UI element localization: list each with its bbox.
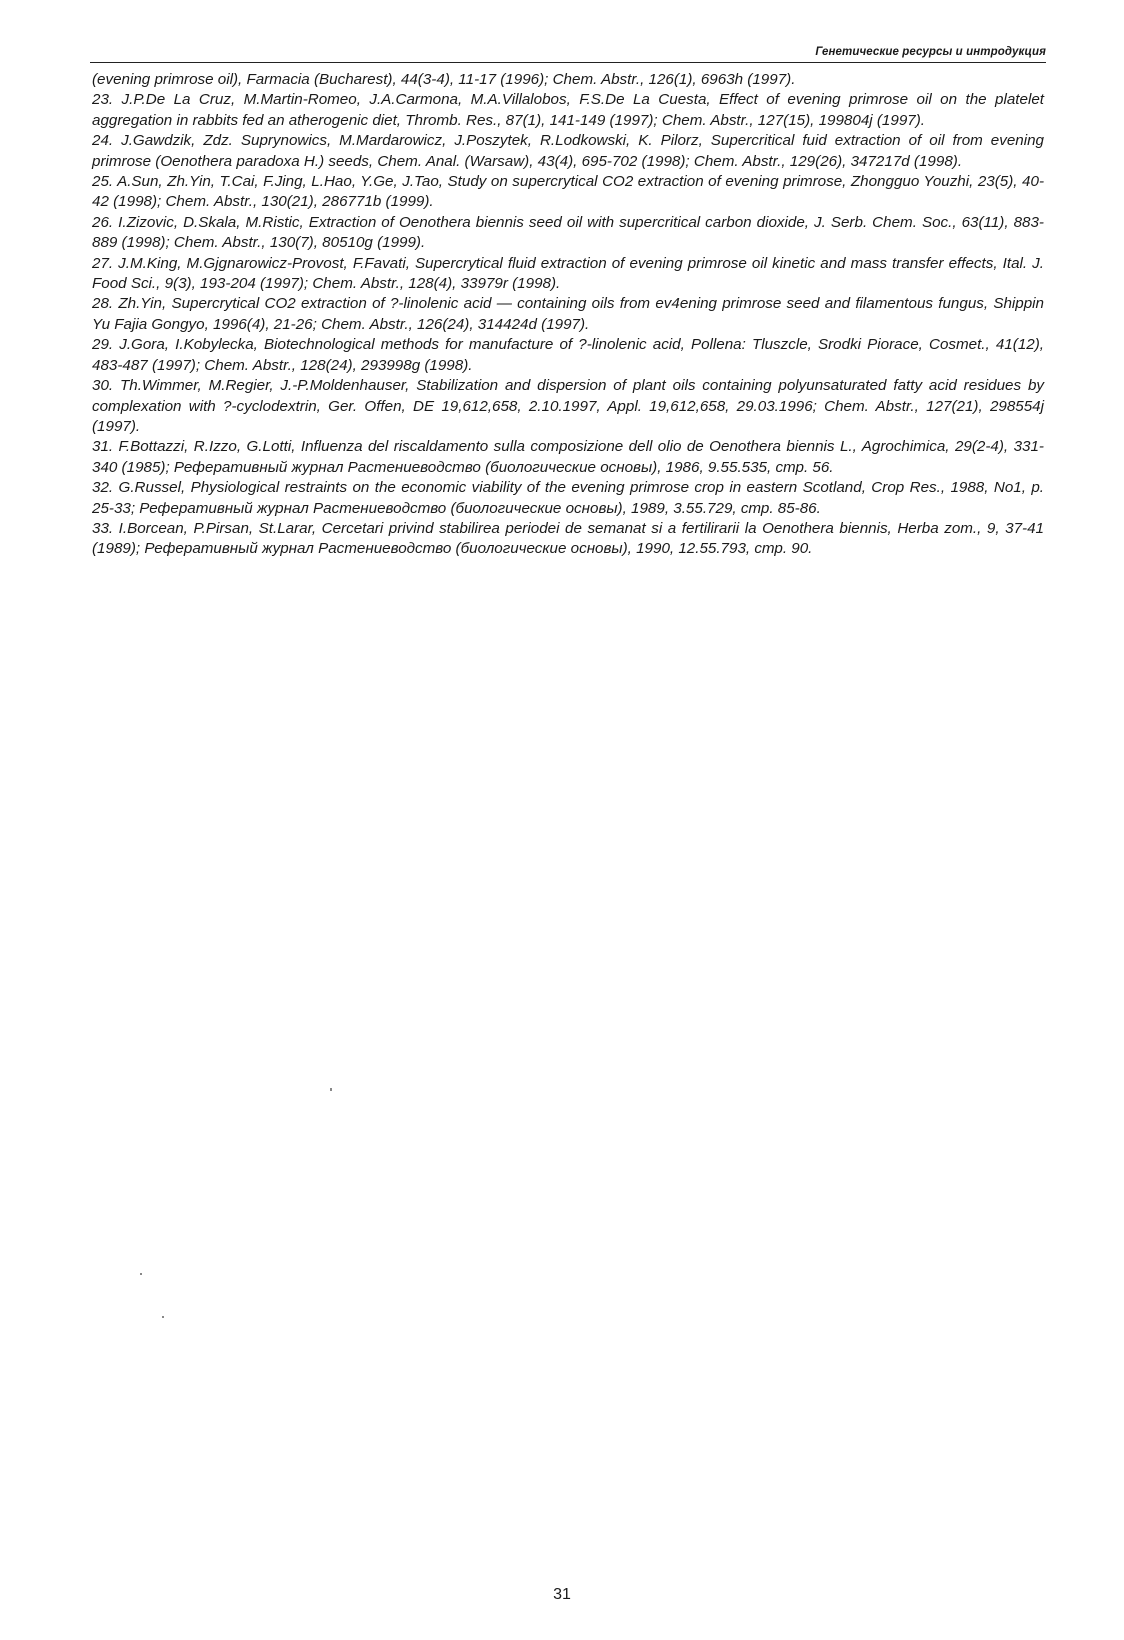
reference-item: 33. I.Borcean, P.Pirsan, St.Larar, Cercetari privind stabilirea periodei de semanat si a fertilirarii la Oenothera biennis, Herba zom., 9, 37-41 (1989); Реферативный журнал Растениеводство (биологические основы), 1990, 12.55.793, стр. 90. <box>92 519 1044 558</box>
reference-item: 23. J.P.De La Cruz, M.Martin-Romeo, J.A.Carmona, M.A.Villalobos, F.S.De La Cuesta, Effect of evening primrose oil on the platelet aggregation in rabbits fed an atherogenic diet, Thromb. Res., 87(1), 141-149 (1997); Chem. Abstr., 127(15), 199804j (1997). <box>92 91 1044 129</box>
header-rule <box>90 62 1046 63</box>
running-header: Генетические ресурсы и интродукция <box>815 46 1046 58</box>
page-number: 31 <box>553 1586 571 1603</box>
reference-item: 28. Zh.Yin, Supercrytical CO2 extraction of ?-linolenic acid — containing oils from ev4ening primrose seed and filamentous fungus, Shippin Yu Fajia Gongyo, 1996(4), 21-26; Chem. Abstr., 126(24), 314424d (1997). <box>92 295 1044 333</box>
reference-item: 32. G.Russel, Physiological restraints on the economic viability of the evening primrose crop in eastern Scotland, Crop Res., 1988, No1, p. 25-33; Реферативный журнал Растениеводство (биологические основы), 1989, 3.55.729, стр. 85-86. <box>92 479 1044 517</box>
reference-item: 29. J.Gora, I.Kobylecka, Biotechnological methods for manufacture of ?-linolenic acid, Pollena: Tluszcle, Srodki Piorace, Cosmet., 41(12), 483-487 (1997); Chem. Abstr., 128(24), 293998g (1998). <box>92 336 1044 374</box>
scan-speck <box>140 1273 142 1275</box>
reference-item: 27. J.M.King, M.Gjgnarowicz-Provost, F.Favati, Supercrytical fluid extraction of evening primrose oil kinetic and mass transfer effects, Ital. J. Food Sci., 9(3), 193-204 (1997); Chem. Abstr., 128(4), 33979r (1998). <box>92 254 1044 293</box>
reference-item: 24. J.Gawdzik, Zdz. Suprynowics, M.Mardarowicz, J.Poszytek, R.Lodkowski, K. Pilorz, Supercritical fuid extraction of oil from evening primrose (Oenothera paradoxa H.) seeds, Chem. Anal. (Warsaw), 43(4), 695-702 (1998); Chem. Abstr., 129(26), 347217d (1998). <box>92 132 1044 170</box>
scan-speck <box>330 1088 332 1091</box>
reference-item: 31. F.Bottazzi, R.Izzo, G.Lotti, Influenza del riscaldamento sulla composizione dell olio de Oenothera biennis L., Agrochimica, 29(2-4), 331-340 (1985); Реферативный журнал Растениеводство (биологические основы), 1986, 9.55.535, стр. 56. <box>92 438 1044 476</box>
reference-item: 25. A.Sun, Zh.Yin, T.Cai, F.Jing, L.Hao, Y.Ge, J.Tao, Study on supercrytical CO2 extraction of evening primrose, Zhongguo Youzhi, 23(5), 40-42 (1998); Chem. Abstr., 130(21), 286771b (1999). <box>92 173 1044 211</box>
reference-list <box>92 70 1044 560</box>
reference-item: 26. I.Zizovic, D.Skala, M.Ristic, Extraction of Oenothera biennis seed oil with supercritical carbon dioxide, J. Serb. Chem. Soc., 63(11), 883-889 (1998); Chem. Abstr., 130(7), 80510g (1999). <box>92 213 1044 252</box>
reference-item: (evening primrose oil), Farmacia (Bucharest), 44(3-4), 11-17 (1996); Chem. Abstr., 126(1), 6963h (1997). <box>92 71 796 88</box>
scan-speck <box>162 1316 164 1318</box>
reference-item: 30. Th.Wimmer, M.Regier, J.-P.Moldenhauser, Stabilization and dispersion of plant oils containing polyunsaturated fatty acid residues by complexation with ?-cyclodextrin, Ger. Offen, DE 19,612,658, 2.10.1997, Appl. 19,612,658, 29.03.1996; Chem. Abstr., 127(21), 298554j (1997). <box>92 377 1044 435</box>
